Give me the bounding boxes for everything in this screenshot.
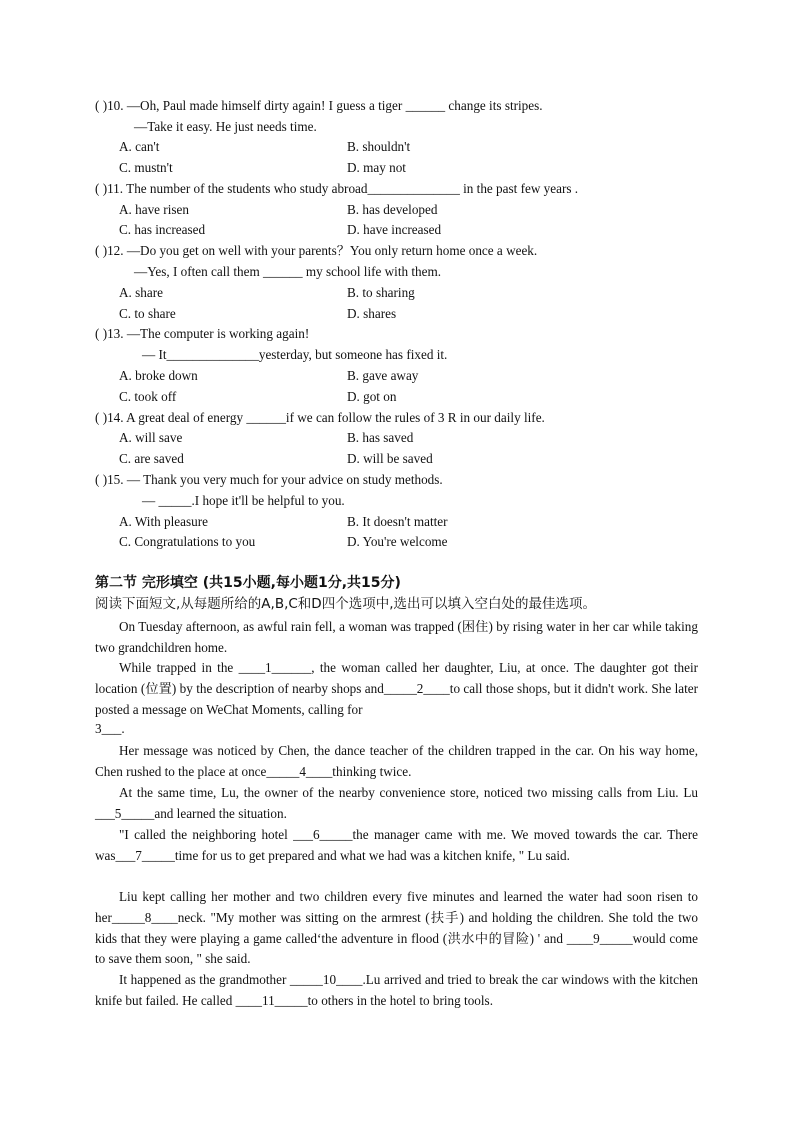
question-12-response: —Yes, I often call them ______ my school life with them. bbox=[134, 264, 442, 279]
question-13-stem: ( )13. —The computer is working again! bbox=[95, 326, 310, 341]
passage-paragraph-2: While trapped in the ____1______, the woman called her daughter, Liu, at once. The daughter got their location (位置) by the description of nearby shops and_____2____to call those shops, but it didn't work. She later posted a message on WeChat Moments, calling for bbox=[95, 660, 698, 717]
question-12-option-b: B. to sharing bbox=[347, 285, 415, 300]
section-instruction: 阅读下面短文,从每题所给的A,B,C和D四个选项中,选出可以填入空白处的最佳选项。 bbox=[95, 596, 596, 612]
question-10-stem: ( )10. —Oh, Paul made himself dirty again! I guess a tiger ______ change its stripes. bbox=[95, 98, 543, 113]
question-15-option-b: B. It doesn't matter bbox=[347, 514, 448, 529]
question-14-option-d: D. will be saved bbox=[347, 451, 433, 466]
question-12-option-a: A. share bbox=[119, 285, 163, 300]
passage-paragraph-3: Her message was noticed by Chen, the dance teacher of the children trapped in the car. On his way home, Chen rushed to the place at once_____4____thinking twice. bbox=[95, 743, 698, 779]
question-13-option-a: A. broke down bbox=[119, 368, 198, 383]
passage-paragraph-6: Liu kept calling her mother and two children every five minutes and learned the water had soon risen to her_____8____neck. "My mother was sitting on the armrest (扶手) and holding the children. She told the two kids that they were playing a game called‘the adventure in flood (洪水中的冒险) ' and ____9_____would come to save them soon, " she said. bbox=[95, 889, 698, 967]
question-11-option-b: B. has developed bbox=[347, 202, 438, 217]
question-10-response: —Take it easy. He just needs time. bbox=[134, 119, 317, 134]
question-12-option-c: C. to share bbox=[119, 306, 176, 321]
question-15-option-c: C. Congratulations to you bbox=[119, 534, 256, 549]
question-11-option-a: A. have risen bbox=[119, 202, 189, 217]
question-13-option-b: B. gave away bbox=[347, 368, 419, 383]
question-10-option-b: B. shouldn't bbox=[347, 139, 411, 154]
passage-paragraph-1: On Tuesday afternoon, as awful rain fell, a woman was trapped (困住) by rising water in her car while taking two grandchildren home. bbox=[95, 619, 698, 655]
passage-paragraph-7: It happened as the grandmother _____10____.Lu arrived and tried to break the car windows with the kitchen knife but failed. He called ____11_____to others in the hotel to bring tools. bbox=[95, 972, 698, 1008]
passage-blank-3: 3___. bbox=[95, 721, 125, 736]
question-11-stem: ( )11. The number of the students who study abroad______________ in the past few years . bbox=[95, 181, 579, 196]
question-15-option-d: D. You're welcome bbox=[347, 534, 448, 549]
question-15-stem: ( )15. — Thank you very much for your advice on study methods. bbox=[95, 472, 443, 487]
question-10-option-d: D. may not bbox=[347, 160, 406, 175]
passage-paragraph-5: "I called the neighboring hotel ___6_____the manager came with me. We moved towards the car. There was___7_____time for us to get prepared and what we had was a kitchen knife, " Lu said. bbox=[95, 827, 698, 863]
question-13-response: — It______________yesterday, but someone has fixed it. bbox=[142, 347, 448, 362]
question-15-response: — _____.I hope it'll be helpful to you. bbox=[142, 493, 345, 508]
question-10-option-a: A. can't bbox=[119, 139, 160, 154]
question-13-option-d: D. got on bbox=[347, 389, 397, 404]
question-14-stem: ( )14. A great deal of energy ______if we can follow the rules of 3 R in our daily life. bbox=[95, 410, 545, 425]
question-14-option-c: C. are saved bbox=[119, 451, 184, 466]
question-13-option-c: C. took off bbox=[119, 389, 177, 404]
question-12-stem: ( )12. —Do you get on well with your parents？You only return home once a week. bbox=[95, 243, 538, 258]
question-10-option-c: C. mustn't bbox=[119, 160, 173, 175]
passage-paragraph-4: At the same time, Lu, the owner of the nearby convenience store, noticed two missing calls from Liu. Lu ___5_____and learned the situation. bbox=[95, 785, 698, 821]
question-15-option-a: A. With pleasure bbox=[119, 514, 208, 529]
question-12-option-d: D. shares bbox=[347, 306, 397, 321]
question-11-option-c: C. has increased bbox=[119, 222, 206, 237]
question-11-option-d: D. have increased bbox=[347, 222, 442, 237]
question-14-option-a: A. will save bbox=[119, 430, 183, 445]
question-14-option-b: B. has saved bbox=[347, 430, 414, 445]
section-heading: 第二节 完形填空 (共15小题,每小题1分,共15分) bbox=[95, 575, 401, 591]
